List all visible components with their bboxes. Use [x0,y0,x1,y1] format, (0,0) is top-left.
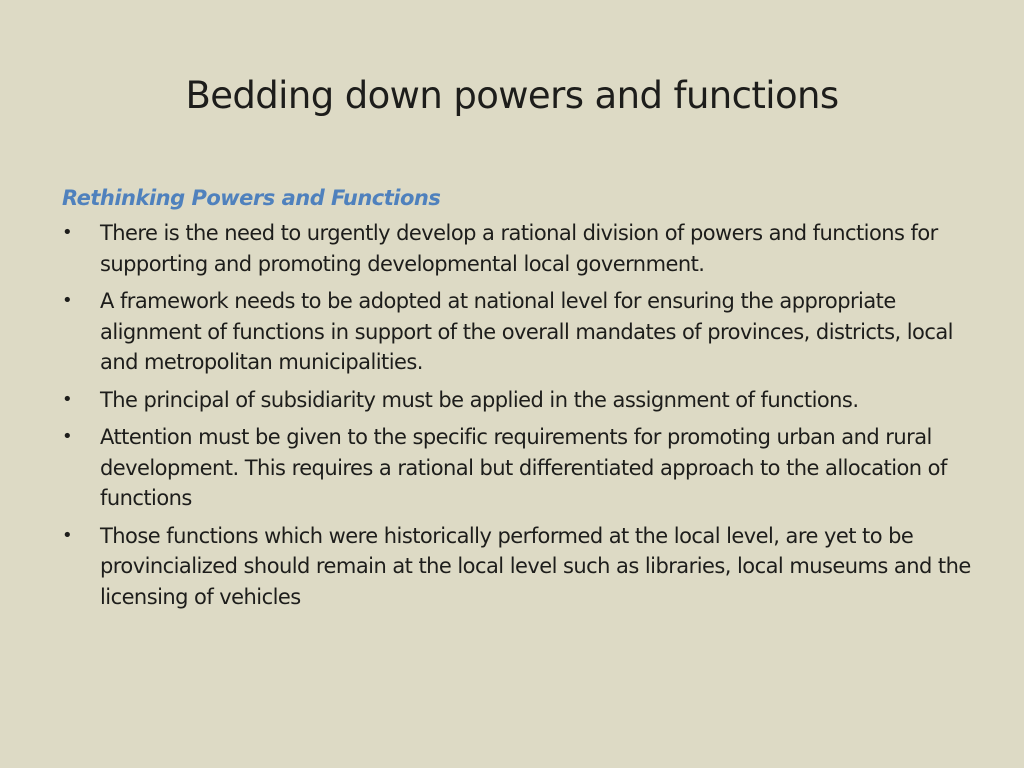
subheading: Rethinking Powers and Functions [62,186,441,210]
bullet-icon: • [62,426,73,447]
bullet-item [62,521,982,613]
slide-title: Bedding down powers and functions [185,74,839,117]
bullet-icon: • [62,388,73,410]
slide-body [62,182,982,619]
bullet-text: A framework needs to be adopted at national level for ensuring the appropriate alignment of functions in support of the overall mandates of provinces, districts, local and metropolitan municipalities. [100,289,953,374]
bullet-icon: • [62,222,73,243]
bullet-icon: • [62,290,73,311]
bullet-item [62,218,982,279]
bullet-list [62,218,982,612]
bullet-item [62,385,982,416]
bullet-item [62,286,982,378]
bullet-text: There is the need to urgently develop a rational division of powers and functions for supporting and promoting developmental local government. [100,221,938,276]
bullet-text: Attention must be given to the specific requirements for promoting urban and rural development. This requires a rational but differentiated approach to the allocation of functions [100,425,947,510]
bullet-item [62,422,982,514]
bullet-icon: • [62,524,73,546]
bullet-text: Those functions which were historically performed at the local level, are yet to be provincialized should remain at the local level such as libraries, local museums and the licensing of vehicles [100,523,971,609]
bullet-text: The principal of subsidiarity must be applied in the assignment of functions. [100,387,859,412]
